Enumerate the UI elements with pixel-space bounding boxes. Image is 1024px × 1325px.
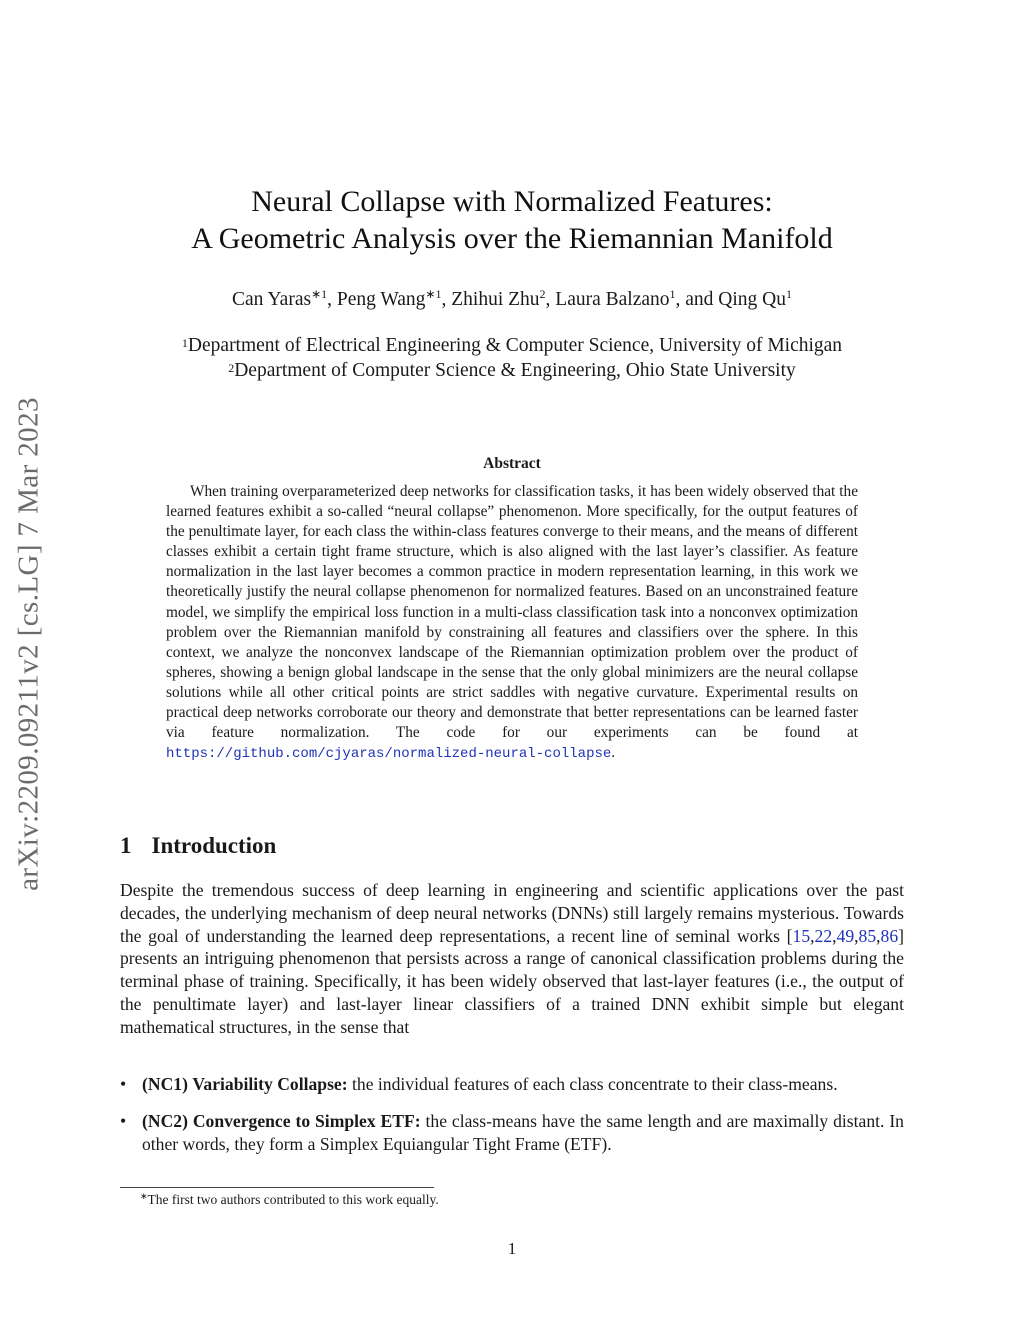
bullet-icon: • xyxy=(120,1110,127,1131)
footnote-divider xyxy=(120,1187,434,1188)
section-title: Introduction xyxy=(151,833,277,858)
page-number: 1 xyxy=(507,1239,517,1258)
footnote-mark: ∗ xyxy=(140,1191,148,1201)
author: Laura Balzano xyxy=(555,289,670,310)
author-separator: , xyxy=(327,289,337,310)
author-separator: , and xyxy=(675,289,719,310)
affiliation-text: Department of Electrical Engineering & Computer Science, University of Michigan xyxy=(187,335,843,356)
author: Zhihui Zhu xyxy=(451,289,540,310)
paper-title xyxy=(120,183,904,257)
list-item xyxy=(120,1073,904,1096)
citation-link[interactable]: 49 xyxy=(836,925,855,946)
author-mark: 1 xyxy=(786,287,793,301)
arxiv-stamp xyxy=(0,358,58,930)
bullet-heading: Convergence to Simplex ETF: xyxy=(192,1110,421,1131)
author: Can Yaras xyxy=(231,289,312,310)
footnote xyxy=(140,1192,439,1208)
code-link[interactable]: https://github.com/cjyaras/normalized-neural-collapse xyxy=(166,746,612,763)
author: Peng Wang xyxy=(336,289,426,310)
citation-link[interactable]: 85 xyxy=(858,925,877,946)
section-heading xyxy=(120,833,276,859)
title-line-1: Neural Collapse with Normalized Features: xyxy=(251,185,773,218)
affiliation-text: Department of Computer Science & Engineering, Ohio State University xyxy=(234,360,796,381)
section-number: 1 xyxy=(120,833,132,858)
citation-link[interactable]: 22 xyxy=(814,925,833,946)
bullet-text: the individual features of each class concentrate to their class-means. xyxy=(347,1074,838,1094)
title-line-2: A Geometric Analysis over the Riemannian Manifold xyxy=(191,222,833,255)
author-mark: 2 xyxy=(539,287,546,301)
intro-paragraph: Despite the tremendous success of deep learning in engineering and scientific applications over the past decades, the underlying mechanism of deep neural networks (DNNs) still largely remains mysterious. Towards the goal of understanding the learned deep representations, a recent line of seminal works [15,22,49,85,86] presents an intriguing phenomenon that persists across a range of canonical classification problems during the terminal phase of training. Specifically, it has been widely observed that last-layer features (i.e., the output of the penultimate layer) and last-layer linear classifiers of a trained DNN exhibit simple but elegant mathematical structures, in the sense that xyxy=(120,880,904,1037)
footnote-text: The first two authors contributed to this work equally. xyxy=(147,1192,439,1207)
abstract-body xyxy=(166,482,858,764)
citation-link[interactable]: 15 xyxy=(792,925,811,946)
bullet-text: the class-means have the same length and are maximally distant. In other words, they form a Simplex Equiangular Tight Frame (ETF). xyxy=(142,1110,904,1154)
affiliations xyxy=(120,333,904,383)
author-mark: ∗1 xyxy=(425,287,442,301)
intro-text: Despite the tremendous success of deep learning in engineering and scientific applications over the past decades, the underlying mechanism of deep neural networks (DNNs) still largely remains mysterious. Towards the goal of understanding the learned deep representations, a recent line of seminal works [ xyxy=(120,880,904,946)
list-item xyxy=(120,1110,904,1156)
intro-text: ] presents an intriguing phenomenon that persists across a range of canonical classification problems during the terminal phase of training. Specifically, it has been widely observed that last-layer features (i.e., the output of the penultimate layer) and last-layer linear classifiers of a trained DNN exhibit simple but elegant mathematical structures, in the sense that xyxy=(120,925,904,1037)
bullet-icon: • xyxy=(120,1074,127,1094)
abstract-text: When training overparameterized deep networks for classification tasks, it has been widely observed that the learned features exhibit a so-called “neural collapse” phenomenon. More specifically, for the output features of the penultimate layer, for each class the within-class features converge to their means, and the means of different classes exhibit a certain tight frame structure, which is also aligned with the last layer’s classifier. As feature normalization in the last layer becomes a common practice in modern representation learning, in this work we theoretically justify the neural collapse phenomenon for normalized features. Based on an unconstrained feature model, we simplify the empirical loss function in a multi-class classification task into a nonconvex optimization problem over the Riemannian manifold by constraining all features and classifiers over the sphere. In this context, we analyze the nonconvex landscape of the Riemannian optimization problem over the product of spheres, showing a benign global landscape in the sense that the only global minimizers are the neural collapse solutions while all other critical points are strict saddles with negative curvature. Experimental results on practical deep networks corroborate our theory and demonstrate that better representations can be learned faster via feature normalization. The code for our experiments can be found at xyxy=(166,483,858,742)
arxiv-stamp-text: arXiv:2209.09211v2 [cs.LG] 7 Mar 2023 xyxy=(12,397,45,891)
nc-bullet-list xyxy=(120,1073,904,1169)
affiliation-mark: 2 xyxy=(228,361,235,375)
author-mark: ∗1 xyxy=(311,287,328,301)
citation-link[interactable]: 86 xyxy=(880,925,899,946)
author-list xyxy=(120,289,904,311)
abstract-end: . xyxy=(611,744,616,762)
author-separator: , xyxy=(545,289,556,310)
affiliation xyxy=(120,333,904,358)
affiliation-mark: 1 xyxy=(181,336,188,350)
affiliation xyxy=(120,358,904,383)
author-separator: , xyxy=(441,289,452,310)
bullet-heading: Variability Collapse: xyxy=(192,1074,348,1094)
author-mark: 1 xyxy=(669,287,676,301)
bullet-tag: (NC2) xyxy=(142,1110,188,1131)
bullet-tag: (NC1) xyxy=(142,1074,188,1094)
abstract-heading: Abstract xyxy=(483,455,541,472)
author: Qing Qu xyxy=(718,289,787,310)
